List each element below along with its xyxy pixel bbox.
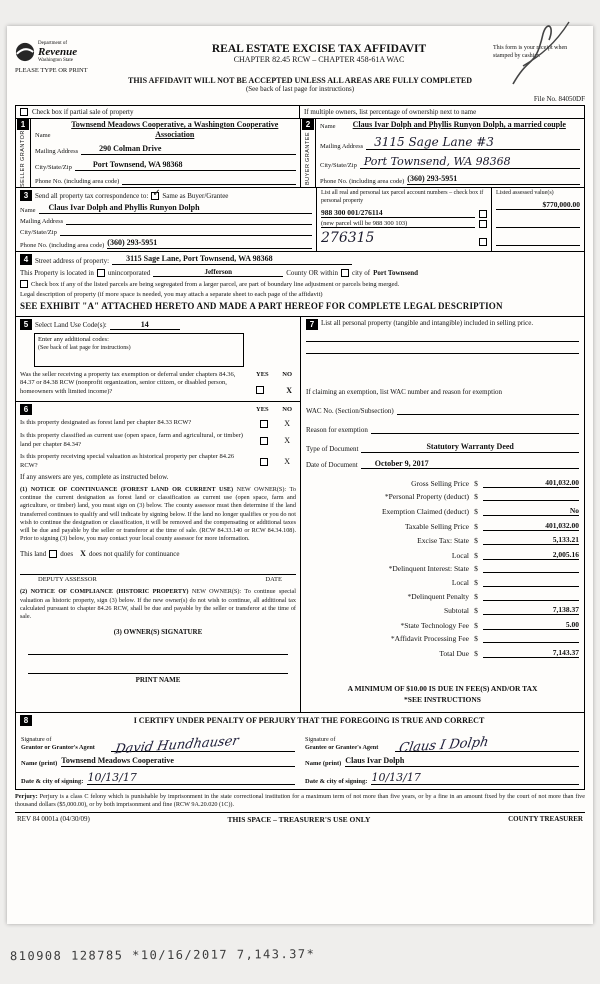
money-row-total-due (306, 648, 579, 658)
grantor-sig-label-1: Signature of (21, 736, 52, 744)
dollar-sign: $ (474, 478, 478, 488)
logo-state-text: Washington State (38, 58, 74, 63)
segregated-label: Check box if any of the listed parcels are being segregated from a larger parcel, are part of boundary line adjustment or parcels being merged. (31, 280, 400, 288)
parcel-number-2: (new parcel will be 988 300 103) (321, 220, 475, 228)
warning-line: THIS AFFIDAVIT WILL NOT BE ACCEPTED UNLESS ALL AREAS ARE FULLY COMPLETED (127, 76, 473, 85)
form-footer (15, 812, 585, 826)
partial-sale-checkbox (20, 108, 28, 116)
grantor-signature-block (16, 728, 300, 789)
notice-1-body: NEW OWNER(S): To continue the current designation as forest land or classification as current use (open space, farm and agriculture, or timber) land, you must sign on (3) below. The county assessor must then determine if the land transferred continues to qualify and will indicate by signing below. If the land no longer qualifies or you do not wish to continue the designation or classification, it will be removed and the compensating or additional taxes will be due and payable by the seller or transferor at the time of sale. (RCW 84.33.140 or RCW 84.34.108). Prior to signing (3) below, you may contact your local county assessor for more information. (20, 486, 297, 543)
minimum-fee-note: A MINIMUM OF $10.00 IS DUE IN FEE(S) AND/OR TAX (347, 683, 538, 693)
does-label: does (60, 549, 74, 558)
county-value: Jefferson (153, 268, 283, 277)
current-use-no-answer: X (284, 436, 290, 446)
excise-tax-state-label: Excise Tax: State (417, 536, 469, 546)
current-use-yes-checkbox (260, 437, 268, 445)
buyer-mailing-label: Mailing Address (320, 143, 364, 151)
parcel-1-personal-checkbox (479, 210, 487, 218)
seller-mailing-label: Mailing Address (35, 147, 79, 155)
deputy-assessor-label: DEPUTY ASSESSOR (38, 576, 97, 584)
see-instructions-note: *SEE INSTRUCTIONS (404, 694, 481, 704)
dollar-sign: $ (474, 492, 478, 502)
print-name-label: PRINT NAME (135, 676, 181, 685)
grantee-print-label: Name (print) (305, 759, 342, 767)
state-technology-fee-label: *State Technology Fee (400, 620, 469, 630)
grantee-date-label: Date & city of signing: (305, 777, 368, 785)
additional-codes-box (34, 333, 244, 367)
grantor-sig-label-2: Grantor or Grantor's Agent (21, 744, 95, 752)
forest-land-yes-checkbox (260, 420, 268, 428)
subtotal-label: Subtotal (443, 606, 469, 616)
form-chapter: CHAPTER 82.45 RCW – CHAPTER 458-61A WAC (233, 55, 405, 64)
form-body (15, 105, 585, 790)
corr-name-label: Name (20, 206, 36, 214)
corr-phone-label: Phone No. (including area code) (20, 242, 105, 250)
grantor-signature-field (111, 730, 295, 758)
money-row-affidavit-fee (306, 634, 579, 643)
money-row-delinq-int-local (306, 578, 579, 587)
assessed-blank-2 (496, 238, 580, 246)
dor-logo-icon (15, 42, 35, 62)
same-as-buyer-checkmark: ✓ (152, 187, 161, 199)
if-yes-instruction: If any answers are yes, complete as instructed below. (20, 473, 169, 482)
section-4-number: 4 (20, 254, 32, 265)
grantor-side-word: GRANTOR (20, 130, 26, 161)
sec5-yes-header: YES (256, 371, 269, 379)
buyer-phone-value: (360) 293-5951 (407, 174, 580, 185)
seller-csz-value: Port Townsend, WA 98368 (75, 160, 296, 171)
dor-logo (15, 41, 145, 63)
logo-revenue-text: Revenue (38, 46, 78, 58)
historic-no-answer: X (284, 457, 290, 467)
personal-property-deduct-label: *Personal Property (deduct) (384, 492, 469, 502)
corr-mailing-value (66, 216, 312, 225)
buyer-name-value: Claus Ivar Dolph and Phyllis Runyon Dolph, a married couple (352, 120, 566, 129)
total-due-label: Total Due (439, 648, 469, 658)
assessed-value: $770,000.00 (496, 200, 580, 210)
sec6-no-header: NO (282, 406, 292, 414)
money-row-taxable (306, 521, 579, 531)
buyer-csz-label: City/State/Zip (320, 162, 357, 170)
legal-description-label: Legal description of property (if more space is needed, you may attach a separate sheet to each page of the affidavit) (20, 291, 323, 299)
money-row-exemption (306, 506, 579, 516)
right-column (300, 317, 584, 712)
sec6-yes-header: YES (256, 406, 269, 414)
dollar-sign: $ (474, 550, 478, 560)
money-row-excise-local (306, 550, 579, 560)
dollar-sign: $ (474, 564, 478, 574)
does-qualify-checkbox (49, 550, 57, 558)
partial-sale-label: Check box if partial sale of property (32, 108, 134, 116)
scanned-affidavit-page (7, 26, 593, 924)
wac-number-value (397, 406, 579, 415)
notice-2-body: NEW OWNER(S): To continue special valuation as historic property, sign (3) below. If the new owner(s) do not wish to continue, all additional tax calculated pursuant to chapter 84.26 RCW, shall be due and payable by the seller or transferor at the time of sale. (20, 588, 296, 620)
current-use-question: Is this property classified as current use (open space, farm and agricultural, or timber) land per chapter 84.34? (20, 432, 243, 448)
form-header (15, 41, 585, 74)
buyer-side-word: BUYER (305, 163, 311, 186)
unincorporated-checkbox (97, 269, 105, 277)
sec5-no-header: NO (282, 371, 292, 379)
does-not-x-mark: X (80, 549, 86, 559)
county-treasurer-label: COUNTY TREASURER (508, 815, 583, 824)
city-value: Port Townsend (373, 268, 419, 277)
additional-codes-label: Enter any additional codes: (38, 336, 109, 344)
property-address-section (16, 252, 584, 317)
personal-property-line-1 (306, 341, 579, 342)
certify-statement: I CERTIFY UNDER PENALTY OF PERJURY THAT THE FOREGOING IS TRUE AND CORRECT (133, 715, 485, 725)
exhibit-a-statement: SEE EXHIBIT "A" ATTACHED HERETO AND MADE A PART HEREOF FOR COMPLETE LEGAL DESCRIPTION (20, 301, 503, 312)
personal-property-label: List all personal property (tangible and intangible) included in selling price. (321, 319, 534, 328)
parcel-number-handwritten: 276315 (321, 229, 375, 246)
delinquent-interest-local-value (483, 578, 579, 587)
delinquent-interest-local-label: Local (451, 577, 469, 587)
parties-row (16, 119, 584, 188)
seller-section (16, 119, 300, 187)
dollar-sign: $ (474, 648, 478, 658)
please-type-label: PLEASE TYPE OR PRINT (15, 67, 88, 74)
seller-side-word: SELLER (20, 162, 26, 188)
dollar-sign: $ (474, 536, 478, 546)
money-row-tech-fee (306, 620, 579, 630)
parcel-2-personal-checkbox (479, 220, 487, 228)
dollar-sign: $ (474, 634, 478, 644)
grantee-signature-field (395, 730, 579, 757)
notice-1-title: (1) NOTICE OF CONTINUANCE (FOREST LAND OR CURRENT USE) (20, 486, 234, 494)
grantor-print-name: Townsend Meadows Cooperative (61, 756, 295, 767)
partial-sale-row (16, 106, 584, 119)
grantee-sig-label-1: Signature of (305, 736, 336, 744)
land-use-code-value: 14 (110, 320, 180, 330)
see-back-note: (See back of last page for instructions) (245, 85, 355, 93)
certification-section (16, 713, 584, 789)
forest-land-question: Is this property designated as forest land per chapter 84.33 RCW? (20, 419, 192, 427)
date-of-document-label: Date of Document (306, 461, 358, 470)
codes-see-back-note: (See back of last page for instructions) (38, 345, 131, 352)
seller-phone-label: Phone No. (including area code) (35, 177, 120, 185)
owners-signature-line (28, 654, 288, 655)
file-number: File No. 84050DF (533, 95, 585, 103)
deputy-date-label: DATE (265, 576, 282, 584)
reason-exemption-value (371, 425, 579, 434)
section-1-number: 1 (17, 119, 29, 130)
delinquent-penalty-value (483, 592, 579, 601)
located-in-label: This Property is located in (20, 268, 94, 277)
corr-phone-value: (360) 293-5951 (107, 238, 312, 249)
money-row-excise-state (306, 535, 579, 545)
dollar-sign: $ (474, 577, 478, 587)
corr-mailing-label: Mailing Address (20, 218, 64, 226)
seller-name-label: Name (35, 132, 51, 140)
historic-property-question: Is this property receiving special valuation as historical property per chapter 84.26 RCW? (20, 453, 235, 469)
does-not-label: does not qualify for continuance (88, 549, 180, 558)
forest-land-no-answer: X (284, 419, 290, 429)
logo-dept-text: Department of (38, 41, 68, 46)
main-columns (16, 317, 584, 713)
buyer-csz-value: Port Townsend, WA 98368 (360, 155, 580, 169)
money-row-delinq-penalty (306, 592, 579, 601)
reason-exemption-label: Reason for exemption (306, 426, 368, 435)
dollar-sign: $ (474, 606, 478, 616)
delinquent-interest-state-value (483, 564, 579, 573)
perjury-statement (15, 793, 585, 809)
state-technology-fee-value: 5.00 (483, 620, 579, 630)
same-as-buyer-checkbox (151, 187, 161, 200)
unincorporated-label: unincorporated (107, 268, 151, 277)
delinquent-interest-state-label: *Delinquent Interest: State (388, 564, 469, 574)
section-3-number: 3 (20, 190, 32, 201)
parcel-3-personal-checkbox (479, 238, 487, 246)
taxable-selling-price-label: Taxable Selling Price (404, 521, 469, 531)
section-6-number: 6 (20, 404, 32, 415)
gross-selling-price-value: 401,032.00 (483, 478, 579, 488)
corr-csz-value (60, 227, 312, 236)
dollar-sign: $ (474, 591, 478, 601)
money-row-delinq-int-state (306, 564, 579, 573)
treasurer-space-label: THIS SPACE – TREASURER'S USE ONLY (227, 814, 371, 824)
sec5-yes-checkbox (256, 386, 264, 394)
form-title: REAL ESTATE EXCISE TAX AFFIDAVIT (211, 43, 427, 55)
buyer-section (300, 119, 584, 187)
grantee-side-word: GRANTEE (305, 131, 311, 162)
corr-csz-label: City/State/Zip (20, 229, 57, 237)
dollar-sign: $ (474, 521, 478, 531)
grantor-date-label: Date & city of signing: (21, 777, 84, 785)
perjury-label: Perjury: (15, 792, 38, 800)
grantor-signature: David Hundhauser (113, 733, 240, 758)
delinquent-penalty-label: *Delinquent Penalty (407, 591, 469, 601)
this-land-label: This land (20, 549, 47, 558)
seller-csz-label: City/State/Zip (35, 163, 72, 171)
segregated-checkbox (20, 280, 28, 288)
seller-grantor-side-label (20, 130, 26, 187)
same-as-buyer-label: Same as Buyer/Grantee (162, 191, 229, 200)
dollar-sign: $ (474, 620, 478, 630)
send-correspondence-label: Send all property tax correspondence to: (35, 191, 149, 200)
city-checkbox (341, 269, 349, 277)
section-8-number: 8 (20, 715, 32, 726)
print-name-line (28, 673, 288, 674)
section-5-number: 5 (20, 319, 32, 330)
seller-mailing-value: 290 Colman Drive (81, 144, 296, 155)
grantee-date-value: 10/13/17 (371, 771, 579, 785)
section-6 (16, 401, 300, 684)
notice-of-compliance (20, 588, 296, 621)
grantor-print-label: Name (print) (21, 759, 58, 767)
handwritten-initials-mark (505, 14, 575, 89)
historic-yes-checkbox (260, 458, 268, 466)
financial-summary (306, 473, 579, 658)
grantee-print-name: Claus Ivar Dolph (345, 756, 579, 767)
grantee-signature: Claus I Dolph (397, 734, 490, 757)
personal-property-line-2 (306, 353, 579, 354)
corr-name-value: Claus Ivar Dolph and Phyllis Runyon Dolph (39, 203, 312, 214)
land-use-label: Select Land Use Code(s): (35, 320, 107, 329)
excise-tax-state-value: 5,133.21 (483, 535, 579, 545)
money-row-subtotal (306, 605, 579, 615)
grantor-date-value: 10/13/17 (87, 771, 295, 785)
money-row-personal (306, 492, 579, 501)
gross-selling-price-label: Gross Selling Price (411, 478, 469, 488)
taxable-selling-price-value: 401,032.00 (483, 521, 579, 531)
excise-tax-local-value: 2,005.16 (483, 550, 579, 560)
exemption-claimed-label: Exemption Claimed (deduct) (381, 506, 469, 516)
cashier-stamp: 810908 128785 *10/16/2017 7,143.37* (9, 946, 316, 964)
multiple-owners-note: If multiple owners, list percentage of ownership next to name (304, 108, 477, 116)
tax-correspondence-section (16, 188, 584, 252)
grantee-signature-block (300, 728, 584, 789)
buyer-grantee-side-label (305, 130, 311, 187)
perjury-body: Perjury is a class C felony which is punishable by imprisonment in the state correctional institution for a maximum term of not more than five years, or by a fine in an amount fixed by the court of not more than five thousand dollars ($5,000.00), or by both imprisonment and fine (RCW 9A.20.020 (1C)). (15, 792, 586, 808)
grantee-sig-label-2: Grantee or Grantee's Agent (305, 744, 379, 752)
date-of-document-value: October 9, 2017 (361, 459, 579, 470)
receipt-note: This form is your receipt when stamped by cashier. (493, 45, 568, 59)
dollar-sign: $ (474, 506, 478, 516)
city-of-label: city of (352, 268, 371, 277)
parcel-number-1: 988 300 001/276114 (321, 208, 475, 218)
owners-signature-label: (3) OWNER(S) SIGNATURE (113, 628, 203, 637)
exemption-claimed-value: No (483, 506, 579, 516)
total-due-value: 7,143.37 (483, 648, 579, 658)
type-of-document-value: Statutory Warranty Deed (361, 442, 579, 453)
seller-name-value: Townsend Meadows Cooperative, a Washington Cooperative Association (71, 120, 279, 139)
buyer-phone-label: Phone No. (including area code) (320, 178, 405, 185)
form-revision-number: REV 84 0001a (04/30/09) (17, 815, 90, 824)
street-address-label: Street address of property: (35, 257, 110, 266)
section-2-number: 2 (302, 119, 314, 130)
affidavit-processing-fee-label: *Affidavit Processing Fee (390, 634, 469, 644)
money-row-gross (306, 478, 579, 488)
assessed-blank-1 (496, 220, 580, 228)
type-of-document-label: Type of Document (306, 444, 359, 453)
seller-phone-value (122, 176, 296, 185)
parcel-numbers-header: List all real and personal tax parcel account numbers – check box if personal property (321, 190, 484, 204)
subtotal-value: 7,138.37 (483, 605, 579, 615)
left-column (16, 317, 300, 712)
assessed-values-header: Listed assessed value(s) (496, 190, 554, 197)
section-7-number: 7 (306, 319, 318, 330)
county-or-within-label: County OR within (286, 268, 338, 277)
notice-2-title: (2) NOTICE OF COMPLIANCE (HISTORIC PROPERTY) (20, 588, 189, 596)
street-address-value: 3115 Sage Lane, Port Townsend, WA 98368 (112, 254, 351, 265)
buyer-mailing-value: 3115 Sage Lane #3 (366, 135, 580, 150)
buyer-name-label: Name (320, 122, 336, 130)
sec5-no-answer: X (286, 386, 292, 396)
excise-tax-local-label: Local (451, 550, 469, 560)
exemption-question: Was the seller receiving a property tax exemption or deferral under chapters 84.36, 84.37 or 84.38 RCW (nonprofit organization, senior citizen, or disabled person, homeowners with limited income)? (20, 371, 236, 395)
notice-of-continuance (20, 486, 296, 543)
personal-property-deduct-value (483, 492, 579, 501)
wac-number-label: WAC No. (Section/Subsection) (306, 407, 394, 416)
affidavit-processing-fee-value (483, 634, 579, 643)
claiming-exemption-label: If claiming an exemption, list WAC number and reason for exemption (306, 388, 503, 397)
